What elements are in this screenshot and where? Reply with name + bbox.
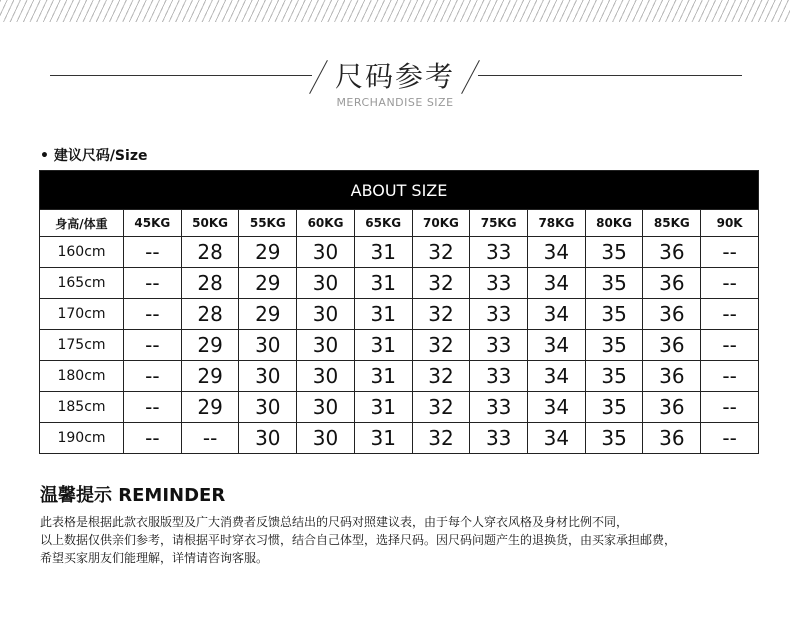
column-header: 85KG bbox=[643, 210, 701, 237]
height-cell: 160cm bbox=[40, 237, 124, 268]
size-cell: 35 bbox=[585, 392, 643, 423]
size-cell: 30 bbox=[239, 392, 297, 423]
size-table bbox=[39, 170, 759, 454]
size-cell: 32 bbox=[412, 361, 470, 392]
size-cell: 30 bbox=[297, 423, 355, 454]
size-cell: 30 bbox=[297, 237, 355, 268]
size-cell: 33 bbox=[470, 237, 528, 268]
size-cell: -- bbox=[124, 361, 182, 392]
size-cell: 28 bbox=[181, 299, 239, 330]
column-header: 60KG bbox=[297, 210, 355, 237]
page-header bbox=[0, 52, 790, 122]
size-cell: 29 bbox=[239, 237, 297, 268]
size-cell: -- bbox=[701, 237, 759, 268]
size-cell: 36 bbox=[643, 392, 701, 423]
size-cell: 33 bbox=[470, 330, 528, 361]
size-cell: 34 bbox=[528, 268, 586, 299]
table-row bbox=[40, 268, 759, 299]
size-cell: 36 bbox=[643, 237, 701, 268]
size-cell: -- bbox=[701, 268, 759, 299]
size-cell: 35 bbox=[585, 299, 643, 330]
size-cell: 34 bbox=[528, 299, 586, 330]
size-cell: -- bbox=[124, 330, 182, 361]
size-cell: 30 bbox=[297, 299, 355, 330]
column-header: 90K bbox=[701, 210, 759, 237]
reminder-title: 温馨提示 REMINDER bbox=[40, 485, 226, 506]
size-cell: 29 bbox=[181, 361, 239, 392]
size-cell: -- bbox=[701, 392, 759, 423]
size-cell: 29 bbox=[239, 268, 297, 299]
reminder-line: 以上数据仅供亲们参考，请根据平时穿衣习惯，结合自己体型，选择尺码。因尺码问题产生的退换货，由买家承担邮费， bbox=[40, 533, 677, 547]
size-cell: 32 bbox=[412, 237, 470, 268]
height-cell: 180cm bbox=[40, 361, 124, 392]
size-cell: 35 bbox=[585, 361, 643, 392]
height-cell: 190cm bbox=[40, 423, 124, 454]
size-cell: 35 bbox=[585, 237, 643, 268]
size-cell: 28 bbox=[181, 237, 239, 268]
size-cell: -- bbox=[124, 423, 182, 454]
size-cell: 30 bbox=[297, 392, 355, 423]
size-cell: 31 bbox=[354, 423, 412, 454]
size-cell: -- bbox=[124, 299, 182, 330]
reminder-line: 此表格是根据此款衣服版型及广大消费者反馈总结出的尺码对照建议表，由于每个人穿衣风格及身材比例不同， bbox=[40, 515, 629, 529]
height-cell: 175cm bbox=[40, 330, 124, 361]
size-cell: -- bbox=[181, 423, 239, 454]
size-cell: 32 bbox=[412, 423, 470, 454]
size-cell: 31 bbox=[354, 268, 412, 299]
table-row bbox=[40, 361, 759, 392]
size-cell: -- bbox=[124, 268, 182, 299]
column-header: 78KG bbox=[528, 210, 586, 237]
size-cell: 31 bbox=[354, 299, 412, 330]
table-row bbox=[40, 330, 759, 361]
size-cell: 33 bbox=[470, 299, 528, 330]
table-row bbox=[40, 392, 759, 423]
size-cell: -- bbox=[701, 361, 759, 392]
size-cell: 32 bbox=[412, 299, 470, 330]
size-cell: 33 bbox=[470, 423, 528, 454]
size-cell: 33 bbox=[470, 361, 528, 392]
column-header: 65KG bbox=[354, 210, 412, 237]
size-cell: 32 bbox=[412, 268, 470, 299]
reminder-text bbox=[40, 513, 760, 567]
size-cell: -- bbox=[124, 237, 182, 268]
size-cell: 36 bbox=[643, 299, 701, 330]
size-cell: 30 bbox=[297, 330, 355, 361]
height-cell: 185cm bbox=[40, 392, 124, 423]
column-header: 75KG bbox=[470, 210, 528, 237]
size-cell: 36 bbox=[643, 361, 701, 392]
size-cell: 35 bbox=[585, 330, 643, 361]
size-cell: 30 bbox=[239, 330, 297, 361]
height-cell: 170cm bbox=[40, 299, 124, 330]
table-banner: ABOUT SIZE bbox=[40, 171, 759, 210]
size-cell: 30 bbox=[297, 268, 355, 299]
size-cell: 34 bbox=[528, 330, 586, 361]
size-cell: 34 bbox=[528, 237, 586, 268]
size-cell: 28 bbox=[181, 268, 239, 299]
size-cell: 30 bbox=[297, 361, 355, 392]
table-row bbox=[40, 299, 759, 330]
size-cell: -- bbox=[701, 330, 759, 361]
column-header: 55KG bbox=[239, 210, 297, 237]
size-cell: 30 bbox=[239, 423, 297, 454]
size-cell: 34 bbox=[528, 423, 586, 454]
section-label: • 建议尺码/Size bbox=[40, 148, 148, 164]
size-cell: -- bbox=[124, 392, 182, 423]
table-header-row bbox=[40, 210, 759, 237]
size-cell: 34 bbox=[528, 392, 586, 423]
table-row bbox=[40, 423, 759, 454]
size-cell: 31 bbox=[354, 361, 412, 392]
table-row bbox=[40, 237, 759, 268]
size-cell: 33 bbox=[470, 392, 528, 423]
size-cell: 36 bbox=[643, 330, 701, 361]
size-cell: 34 bbox=[528, 361, 586, 392]
column-header: 70KG bbox=[412, 210, 470, 237]
size-cell: 35 bbox=[585, 423, 643, 454]
size-cell: 32 bbox=[412, 330, 470, 361]
size-cell: 29 bbox=[181, 330, 239, 361]
size-cell: 33 bbox=[470, 268, 528, 299]
column-header: 50KG bbox=[181, 210, 239, 237]
size-cell: 29 bbox=[181, 392, 239, 423]
table-banner-row bbox=[40, 171, 759, 210]
page-subtitle: MERCHANDISE SIZE bbox=[336, 96, 454, 109]
column-header: 80KG bbox=[585, 210, 643, 237]
size-cell: 31 bbox=[354, 330, 412, 361]
page-title: 尺码参考 bbox=[334, 60, 455, 93]
size-cell: 30 bbox=[239, 361, 297, 392]
size-cell: -- bbox=[701, 299, 759, 330]
column-header: 身高/体重 bbox=[40, 210, 124, 237]
table-body bbox=[40, 237, 759, 454]
header-rule-right bbox=[478, 75, 742, 76]
decorative-stripe-band bbox=[0, 0, 790, 22]
reminder-line: 希望买家朋友们能理解，详情请咨询客服。 bbox=[40, 551, 269, 565]
size-cell: 35 bbox=[585, 268, 643, 299]
size-cell: 36 bbox=[643, 268, 701, 299]
size-cell: 31 bbox=[354, 392, 412, 423]
size-cell: 36 bbox=[643, 423, 701, 454]
height-cell: 165cm bbox=[40, 268, 124, 299]
size-cell: 31 bbox=[354, 237, 412, 268]
column-header: 45KG bbox=[124, 210, 182, 237]
size-cell: 29 bbox=[239, 299, 297, 330]
size-cell: -- bbox=[701, 423, 759, 454]
size-cell: 32 bbox=[412, 392, 470, 423]
